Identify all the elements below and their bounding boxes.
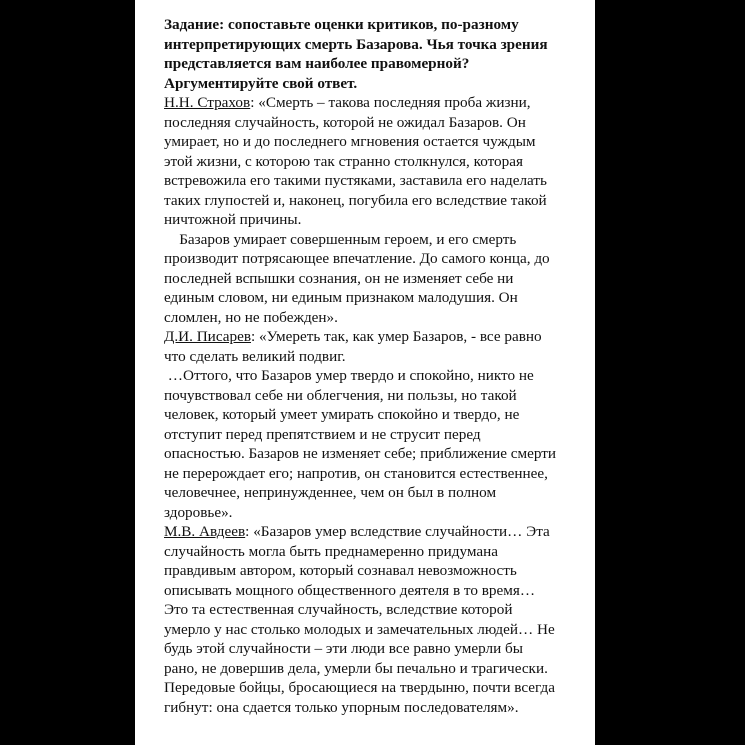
critic-name-strakhov: Н.Н. Страхов: [164, 94, 251, 111]
quote-line: отступит перед препятствием и не струсит перед: [164, 425, 481, 443]
quote-text: : «Базаров умер вследствие случайности… Эта: [245, 523, 550, 540]
quote-line: не перерождает его; напротив, он становится естественнее,: [164, 464, 548, 482]
document-text: [164, 15, 595, 717]
quote-line: Передовые бойцы, бросающиеся на твердыню, почти всегда: [164, 679, 555, 696]
quote-line: почувствовал себе ни облегчения, ни пользы, но такой: [164, 386, 517, 404]
quote-line: сломлен, но не побежден».: [164, 308, 338, 326]
critic-line: [164, 522, 595, 542]
task-line: Аргументируйте свой ответ.: [164, 74, 358, 92]
quote-line: умерло у нас столько молодых и замечательных людей… Не: [164, 620, 555, 638]
quote-line: опасностью. Базаров не изменяет себе; приближение смерти: [164, 445, 557, 462]
quote-line: последняя случайность, которой не ожидал Базаров. Он: [164, 113, 526, 131]
task-line: представляется вам наиболее правомерной?: [164, 55, 470, 72]
quote-line: производит потрясающее впечатление. До самого конца, до: [164, 250, 550, 267]
quote-line: здоровье».: [164, 503, 233, 521]
quote-line: …Оттого, что Базаров умер твердо и спокойно, никто не: [164, 367, 534, 384]
critic-name-avdeev: М.В. Авдеев: [164, 523, 246, 540]
quote-line: человек, который умеет умирать спокойно и твердо, не: [164, 406, 520, 423]
quote-line: единым словом, ни единым признаком малодушия. Он: [164, 289, 518, 306]
quote-line: правдивым автором, который сознавал невозможность: [164, 562, 517, 579]
quote-line: гибнут: она сдается только упорным последователям».: [164, 698, 519, 716]
task-line: Задание: сопоставьте оценки критиков, по-разному: [164, 16, 519, 33]
quote-line: будь этой случайности – эти люди все равно умерли бы: [164, 640, 523, 657]
quote-line: описывать мощного общественного деятеля в то время…: [164, 581, 536, 599]
quote-line: рано, не довершив дела, умерли бы печально и трагически.: [164, 659, 548, 677]
quote-line: встревожила его такими пустяками, заставила его наделать: [164, 172, 547, 189]
critic-line: [164, 327, 595, 347]
quote-line: человечнее, непринужденнее, чем он был в полном: [164, 484, 497, 501]
critic-line: [164, 93, 595, 113]
quote-line: что сделать великий подвиг.: [164, 347, 346, 365]
task-line: интерпретирующих смерть Базарова. Чья точка зрения: [164, 35, 548, 53]
quote-line: умирает, но и до последнего мгновения остается чуждым: [164, 133, 536, 150]
quote-line: таких глупостей и, наконец, погубила его вследствие такой: [164, 191, 547, 209]
document-page: [135, 0, 595, 745]
critic-name-pisarev: Д.И. Писарев: [164, 328, 251, 345]
quote-line: Это та естественная случайность, вследствие которой: [164, 601, 513, 618]
quote-line: случайность могла быть преднамеренно придумана: [164, 542, 498, 560]
quote-text: : «Умереть так, как умер Базаров, - все равно: [251, 328, 542, 345]
quote-line: ничтожной причины.: [164, 211, 302, 228]
quote-line: Базаров умирает совершенным героем, и его смерть: [164, 230, 517, 248]
quote-line: последней вспышки сознания, он не изменяет себе ни: [164, 269, 514, 287]
quote-text: : «Смерть – такова последняя проба жизни,: [250, 94, 531, 111]
quote-line: этой жизни, с которою так странно столкнулся, которая: [164, 152, 523, 170]
